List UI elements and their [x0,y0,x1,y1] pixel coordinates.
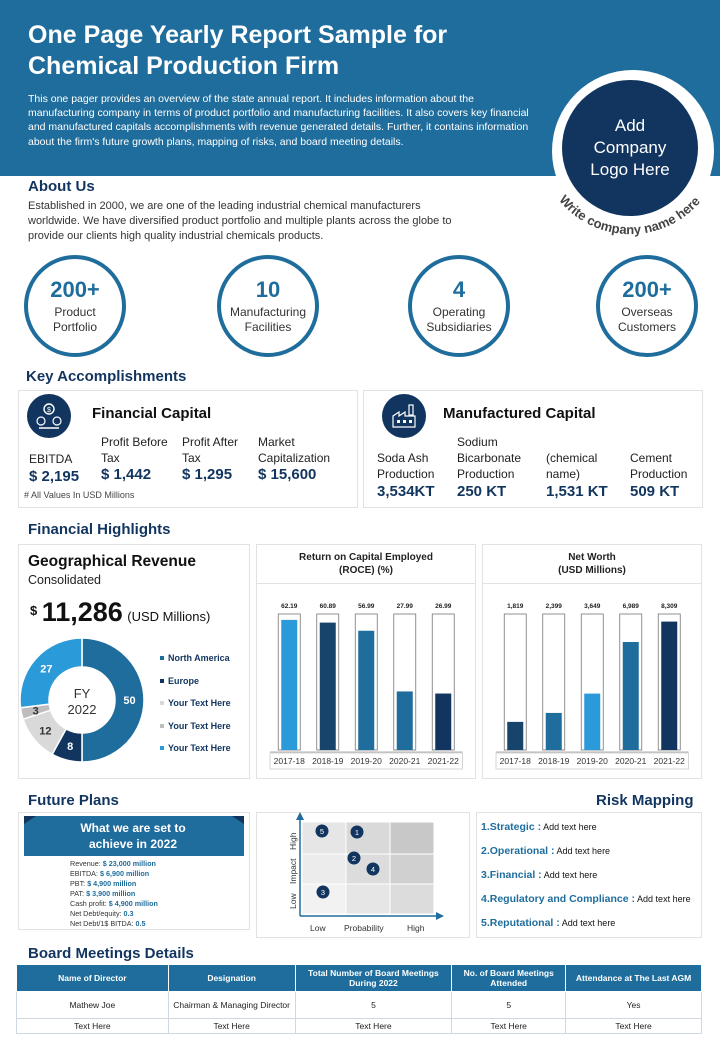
plan-label: Net Debt/equity: [70,909,122,918]
plan-value: $ 4,900 million [87,879,137,888]
risk-marker [316,825,329,838]
risk-marker [317,886,330,899]
factory-icon [382,394,426,438]
table-cell: Text Here [168,1019,295,1034]
donut-slice-label: 3 [32,705,39,718]
plan-value: $ 6,900 million [99,869,150,878]
stat-value: 10 [255,277,281,302]
pat-label: Profit After Tax [182,435,239,465]
risk-name: 3.Financial : [481,869,542,881]
table-cell: Mathew Joe [17,992,169,1019]
donut-center-year: 2022 [67,702,97,717]
risk-text: Add text here [556,846,611,856]
legend-item [160,692,231,715]
bar [507,722,523,750]
x-tick-label: 2018-19 [538,756,570,766]
geo-revenue-title: Geographical Revenue [28,553,196,570]
donut-legend [160,647,231,760]
networth-title-line1: Net Worth [568,552,616,563]
plan-item [70,859,158,869]
roce-bar-chart [256,590,476,775]
risk-text: Add text here [543,870,598,880]
svg-text:2: 2 [351,854,357,863]
bar-value-label: 27.99 [396,603,413,610]
bar [435,694,451,750]
table-cell: 5 [452,992,566,1019]
soda-ash-value: 3,534KT [377,483,435,500]
stat-product-portfolio [24,255,126,357]
x-tick-label: 2019-20 [350,756,382,766]
stat-manufacturing-facilities [217,255,319,357]
table-cell: Chairman & Managing Director [168,992,295,1019]
x-tick-label: 2019-20 [576,756,608,766]
intro-text: This one pager provides an overview of the state annual report. It includes information about the manufacturing company in terms of product portfolio and manufacturing facilities. It also covers key financial and manufactured capitals accomplishments with revenue generated details. Further, it contains information about the firm's future growth plans, mapping of risks, and board meeting details. [28,93,529,148]
legend-label: Your Text Here [168,698,231,709]
roce-title-line1: Return on Capital Employed [299,552,433,563]
table-row [17,1019,702,1034]
risk-text: Add text here [543,822,597,832]
legend-swatch [160,724,164,728]
bar-value-label: 56.99 [358,603,375,610]
cement-label: Cement Production [630,451,688,481]
chemical-name-value: 1,531 KT [546,483,608,500]
cement-value: 509 KT [630,483,680,500]
svg-text:$: $ [47,407,51,414]
manufactured-capital-title: Manufactured Capital [443,405,596,422]
networth-chart-title [482,551,702,577]
risk-item [481,845,610,857]
bar-value-label: 62.19 [281,603,298,610]
stat-label: Manufacturing Facilities [229,305,307,334]
bar [584,694,600,750]
sodium-bicarbonate-value: 250 KT [457,483,507,500]
risk-name: 2.Operational : [481,845,555,857]
plan-item [70,889,158,899]
table-row [17,992,702,1019]
about-title: About Us [28,178,95,195]
soda-ash-label: Soda Ash Production [377,451,435,481]
stat-overseas-customers [596,255,698,357]
total-value: 11,286 [41,597,123,627]
total-unit: (USD Millions) [127,609,211,624]
legend-label: Europe [168,675,200,686]
future-plans-title: Future Plans [28,792,119,809]
accomplishments-title: Key Accomplishments [26,368,187,385]
bar-value-label: 2,399 [545,603,562,610]
sodium-bicarbonate-label: Sodium Bicarbonate Production [457,435,522,481]
column-header: Total Number of Board Meetings During 2022 [295,965,452,992]
networth-title-line2: (USD Millions) [558,565,626,576]
stat-label: Operating Subsidiaries [426,305,492,334]
bar [623,642,639,750]
future-plans-banner: What we are set to achieve in 2022 [80,821,186,851]
legend-item [160,737,231,760]
risk-item [481,821,597,833]
risk-matrix [256,812,470,938]
legend-label: Your Text Here [168,743,231,754]
stat-label: Product Portfolio [52,305,98,334]
about-text: Established in 2000, we are one of the leading industrial chemical manufacturers worldwide. We have diversified product portfolio and multiple plants across the globe to provide our clients high quality industrial chemicals products. [28,200,452,242]
svg-text:Write company name here [556,192,702,237]
stat-value: 200+ [50,277,100,302]
plan-value: 0.3 [123,909,134,918]
x-tick-label: 2018-19 [312,756,344,766]
stat-value: 200+ [622,277,672,302]
currency-symbol: $ [30,603,38,618]
market-cap-value: $ 15,600 [258,466,317,483]
legend-swatch [160,656,164,660]
bar [661,622,677,750]
plan-value: $ 23,000 million [102,859,156,868]
plan-value: $ 4,900 million [108,899,158,908]
legend-item [160,647,231,670]
plan-item [70,879,158,889]
stat-label: Overseas Customers [617,305,676,334]
risk-name: 4.Regulatory and Compliance : [481,893,636,905]
financial-highlights-title: Financial Highlights [28,521,171,538]
bar [358,631,374,750]
donut-slice-label: 12 [39,725,52,738]
pat-value: $ 1,295 [182,466,233,483]
financial-capital-title: Financial Capital [92,405,212,422]
donut-slice-label: 50 [123,695,136,707]
pbt-label: Profit Before Tax [101,435,168,465]
networth-divider [482,583,702,584]
x-axis-title: Probability [344,923,384,933]
risk-name: 1.Strategic : [481,821,542,833]
roce-divider [256,583,476,584]
bar-value-label: 6,989 [622,603,639,610]
column-header: Name of Director [17,965,169,992]
bar-value-label: 26.99 [435,603,452,610]
plan-label: PBT: [70,879,86,888]
legend-swatch [160,679,164,683]
usd-note: # All Values In USD Millions [24,490,135,500]
column-header: Attendance at The Last AGM [566,965,702,992]
risk-text: Add text here [561,918,616,928]
market-cap-label: Market Capitalization [258,435,331,465]
plan-label: PAT: [70,889,85,898]
bar [281,620,297,750]
x-tick-label: 2017-18 [499,756,531,766]
bar [320,623,336,750]
x-axis-high: High [407,923,425,933]
y-axis-title: Impact [288,858,298,884]
x-tick-label: 2017-18 [273,756,305,766]
table-cell: Text Here [452,1019,566,1034]
table-cell: Text Here [295,1019,452,1034]
ebitda-label: EBITDA [29,452,73,466]
plan-item [70,919,158,929]
geo-revenue-subtitle: Consolidated [28,573,101,587]
table-cell: Text Here [566,1019,702,1034]
y-axis-high: High [288,832,298,850]
risk-marker [367,863,380,876]
svg-text:3: 3 [320,888,326,897]
legend-swatch [160,746,164,750]
table-cell: Text Here [17,1019,169,1034]
risk-text: Add text here [637,894,691,904]
x-axis-low: Low [310,923,326,933]
roce-chart-title [256,551,476,577]
risk-item [481,869,597,881]
bar-value-label: 1,819 [507,603,524,610]
x-tick-label: 2020-21 [389,756,421,766]
x-tick-label: 2021-22 [653,756,685,766]
plan-label: Cash profit: [70,899,107,908]
y-axis-low: Low [288,893,298,909]
roce-title-line2: (ROCE) (%) [339,565,393,576]
logo-text: Add Company Logo Here [590,116,670,179]
plan-item [70,899,158,909]
svg-text:1: 1 [354,828,360,837]
svg-text:4: 4 [370,865,376,874]
bar [397,691,413,750]
risk-marker [348,852,361,865]
column-header: No. of Board Meetings Attended [452,965,566,992]
legend-item [160,670,231,693]
page-title: One Page Yearly Report Sample for Chemical Production Firm [28,21,448,80]
donut-center-fy: FY [73,686,91,701]
risk-item [481,917,615,929]
plan-label: Revenue: [70,859,101,868]
stat-operating-subsidiaries [408,255,510,357]
table-header-row [17,965,702,992]
geo-revenue-total [30,597,210,628]
risk-item [481,893,691,905]
company-name-text: Write company name here [556,191,703,238]
column-header: Designation [168,965,295,992]
pbt-value: $ 1,442 [101,466,152,483]
risk-name: 5.Reputational : [481,917,560,929]
svg-text:5: 5 [319,827,325,836]
board-meetings-table [16,964,702,1034]
legend-label: North America [168,653,230,664]
legend-swatch [160,701,164,705]
plan-label: Net Debt/1$ BITDA: [70,919,134,928]
donut-slice-label: 8 [67,741,74,754]
x-tick-label: 2020-21 [615,756,647,766]
plan-item [70,869,158,879]
bar-value-label: 8,309 [661,603,678,610]
risk-mapping-title: Risk Mapping [596,792,694,809]
stat-value: 4 [452,277,466,302]
plan-value: $ 3,900 million [86,889,136,898]
legend-label: Your Text Here [168,720,231,731]
plan-item [70,909,158,919]
chemical-name-label: (chemical name) [546,451,598,481]
bar-value-label: 60.89 [319,603,336,610]
board-meetings-title: Board Meetings Details [28,945,194,962]
legend-item [160,715,231,738]
plan-label: EBITDA: [70,869,98,878]
ebitda-value: $ 2,195 [29,468,80,485]
bar [546,713,562,750]
risk-marker [351,826,364,839]
geo-donut-chart [18,634,150,766]
company-name-arc [520,150,720,240]
table-cell: 5 [295,992,452,1019]
x-tick-label: 2021-22 [427,756,459,766]
donut-slice-label: 27 [40,663,53,676]
plan-value: 0.5 [135,919,146,928]
networth-bar-chart [482,590,702,775]
money-icon [27,394,71,438]
table-cell: Yes [566,992,702,1019]
bar-value-label: 3,649 [584,603,601,610]
future-plans-list [70,859,158,929]
